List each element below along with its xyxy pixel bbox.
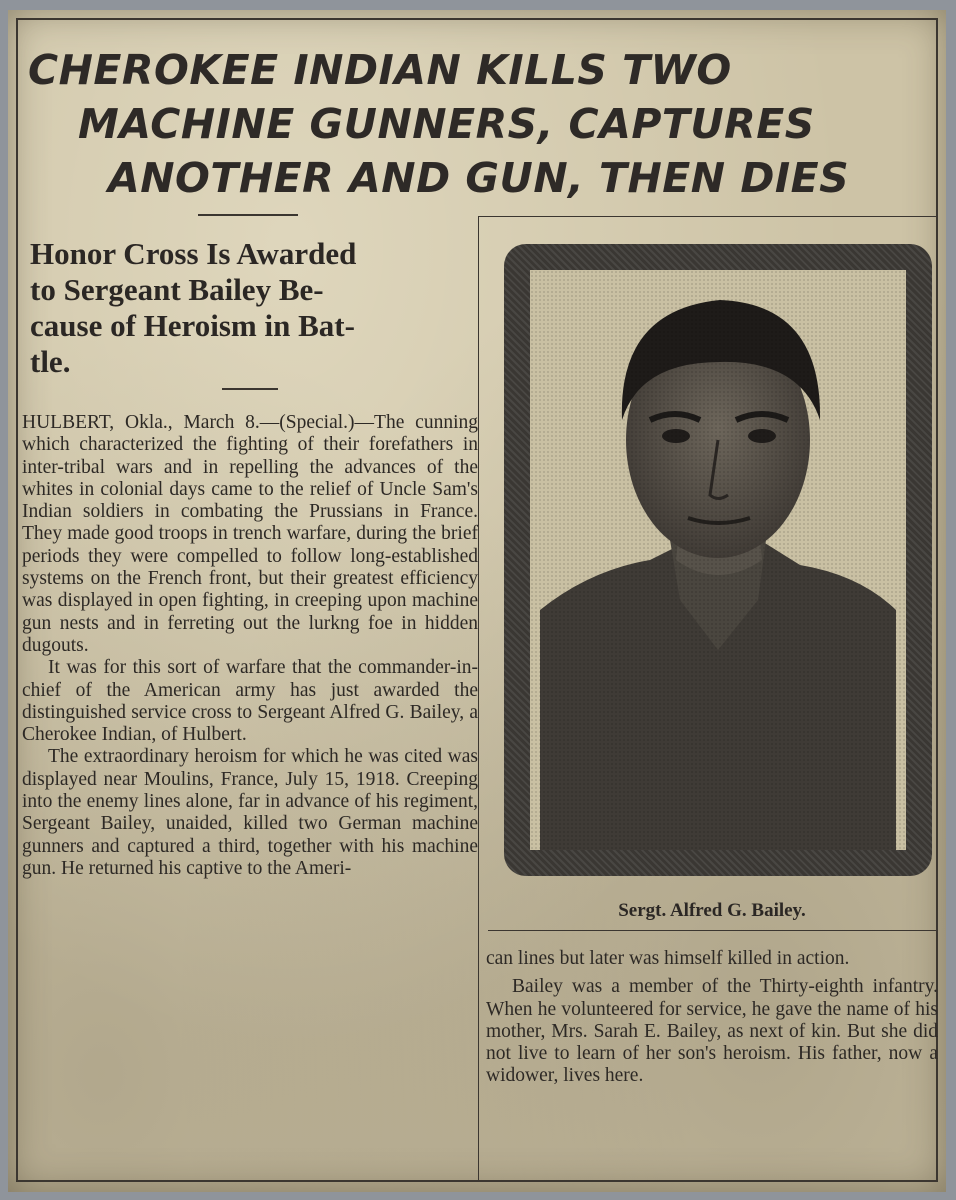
headline-rule <box>198 214 298 216</box>
article-paragraph-4: can lines but later was himself killed in action. <box>486 948 850 969</box>
photo-caption: Sergt. Alfred G. Bailey. <box>618 900 806 921</box>
subhead-rule <box>222 388 278 390</box>
portrait-image <box>530 270 906 850</box>
photo-top-rule <box>478 216 938 217</box>
subhead-line-3: cause of Heroism in Bat- <box>30 308 355 343</box>
headline-line-2: MACHINE GUNNERS, CAPTURES <box>78 100 815 148</box>
article-column-left <box>22 412 478 880</box>
subhead-line-2: to Sergeant Bailey Be- <box>30 272 324 307</box>
subhead-line-1: Honor Cross Is Awarded <box>30 236 357 271</box>
article-paragraph-1: HULBERT, Okla., March 8.—(Special.)—The cunning which characterized the fighting of their forefathers in inter-tribal wars and in repelling the advances of the whites in colonial days came to the relief of Uncle Sam's Indian soldiers in combating the Prussians in France. They made good troops in trench warfare, during the brief periods they were compelled to follow long-established systems on the French front, but their greatest efficiency was displayed in open fighting, in creeping upon machine gun nests and in ferreting out the lurkng foe in hidden dugouts. <box>22 412 478 656</box>
bottom-border <box>16 1180 938 1182</box>
article-column-right <box>486 948 938 1088</box>
portrait-frame <box>504 244 932 876</box>
subheadline <box>30 236 480 380</box>
caption-rule <box>488 930 936 931</box>
article-paragraph-5: Bailey was a member of the Thirty-eighth infantry. When he volunteered for service, he gave the name of his mother, Mrs. Sarah E. Bailey, as next of kin. But she did not live to learn of her son's heroism. His father, now a widower, lives here. <box>486 976 938 1087</box>
left-border <box>16 18 18 1182</box>
newspaper-clipping <box>8 10 946 1192</box>
portrait-photo <box>530 270 906 850</box>
headline-line-3: ANOTHER AND GUN, THEN DIES <box>108 154 850 202</box>
top-border <box>16 18 938 20</box>
article-paragraph-3: The extraordinary heroism for which he was cited was displayed near Moulins, France, July 15, 1918. Creeping into the enemy lines alone, far in advance of his regiment, Sergeant Bailey, unaided, killed two German machine gunners and captured a third, together with his machine gun. He returned his captive to the Ameri- <box>22 746 478 879</box>
article-paragraph-2: It was for this sort of warfare that the commander-in-chief of the American army has just awarded the distinguished service cross to Sergeant Alfred G. Bailey, a Cherokee Indian, of Hulbert. <box>22 657 478 746</box>
headline-line-1: CHEROKEE INDIAN KILLS TWO <box>28 46 732 94</box>
subhead-line-4: tle. <box>30 344 71 379</box>
